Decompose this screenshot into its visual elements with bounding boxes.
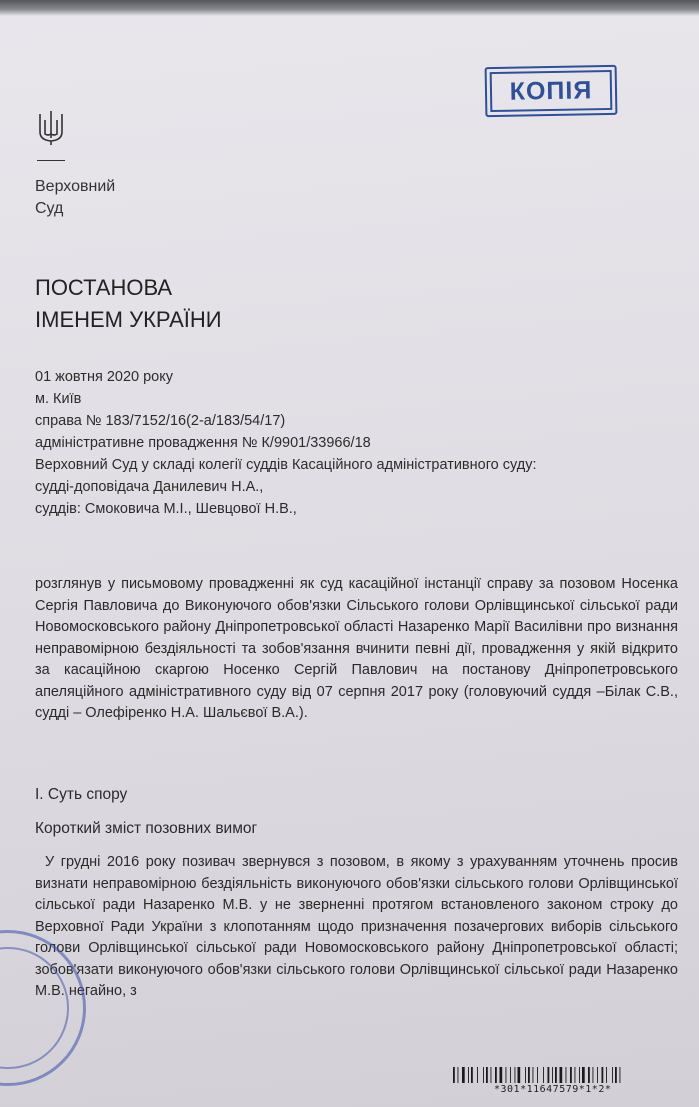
section-heading: І. Суть спору: [35, 786, 128, 803]
copy-stamp-text: КОПІЯ: [490, 70, 613, 112]
city: м. Київ: [35, 391, 82, 407]
case-metadata: [35, 366, 537, 520]
trident-icon: [36, 108, 66, 148]
case-number: справа № 183/7152/16(2-а/183/54/17): [35, 413, 286, 429]
court-panel: Верховний Суд у складі колегії суддів Касаційного адміністративного суду:: [35, 457, 537, 473]
emblem-divider: [37, 160, 65, 161]
court-name-line1: Верховний: [35, 178, 116, 195]
court-name: [35, 176, 115, 220]
top-edge-shadow: [0, 0, 699, 16]
rapporteur-judge: судді-доповідача Данилевич Н.А.,: [35, 479, 264, 495]
title-line1: ПОСТАНОВА: [35, 275, 173, 300]
barcode: [453, 1067, 673, 1083]
title-line2: ІМЕНЕМ УКРАЇНИ: [35, 307, 222, 332]
decision-date: 01 жовтня 2020 року: [35, 369, 174, 385]
document-title: [35, 272, 222, 336]
proceeding-number: адміністративне провадження № К/9901/33966/18: [35, 435, 371, 451]
panel-judges: суддів: Смоковича М.І., Шевцової Н.В.,: [35, 501, 297, 517]
barcode-number: *301*11647579*1*2*: [494, 1084, 612, 1095]
intro-paragraph: розглянув у письмовому провадженні як суд касаційної інстанції справу за позовом Носенка Сергія Павловича до Виконуючого обов'язки Сільського голови Орлівщинської сільської ради Новомосковського району Дніпропетровської області Назаренко Марії Василівни про визнання неправомірною бездіяльності та зобов'язання вчинити певні дії, провадження у якій відкрито за касаційною скаргою Носенко Сергій Павлович на постанову Дніпропетровського апеляційного адміністративного суду від 07 серпня 2017 року (головуючий суддя –Білак С.В., судді – Олефіренко Н.А. Шальєвої В.А.).: [35, 576, 678, 721]
seal-ring: [0, 947, 69, 1069]
section-subheading: Короткий зміст позовних вимог: [35, 820, 258, 837]
copy-stamp: [485, 65, 618, 117]
court-name-line2: Суд: [35, 200, 64, 217]
claim-paragraph: У грудні 2016 року позивач звернувся з позовом, в якому з урахуванням уточнень просив визнати неправомірною бездіяльність виконуючого обов'язки сільського голови Орлівщинської сільської ради Назаренко М.В. у не зверненні протягом встановленого законом строку до Верховної Ради України з клопотанням щодо призначення позачергових виборів сільського голови Орлівщинської сільської ради Новомосковського району Дніпропетровської області; зобов'язати виконуючого обов'язки сільського голови Орлівщинської сільської ради Назаренко М.В. негайно, з: [35, 854, 678, 999]
